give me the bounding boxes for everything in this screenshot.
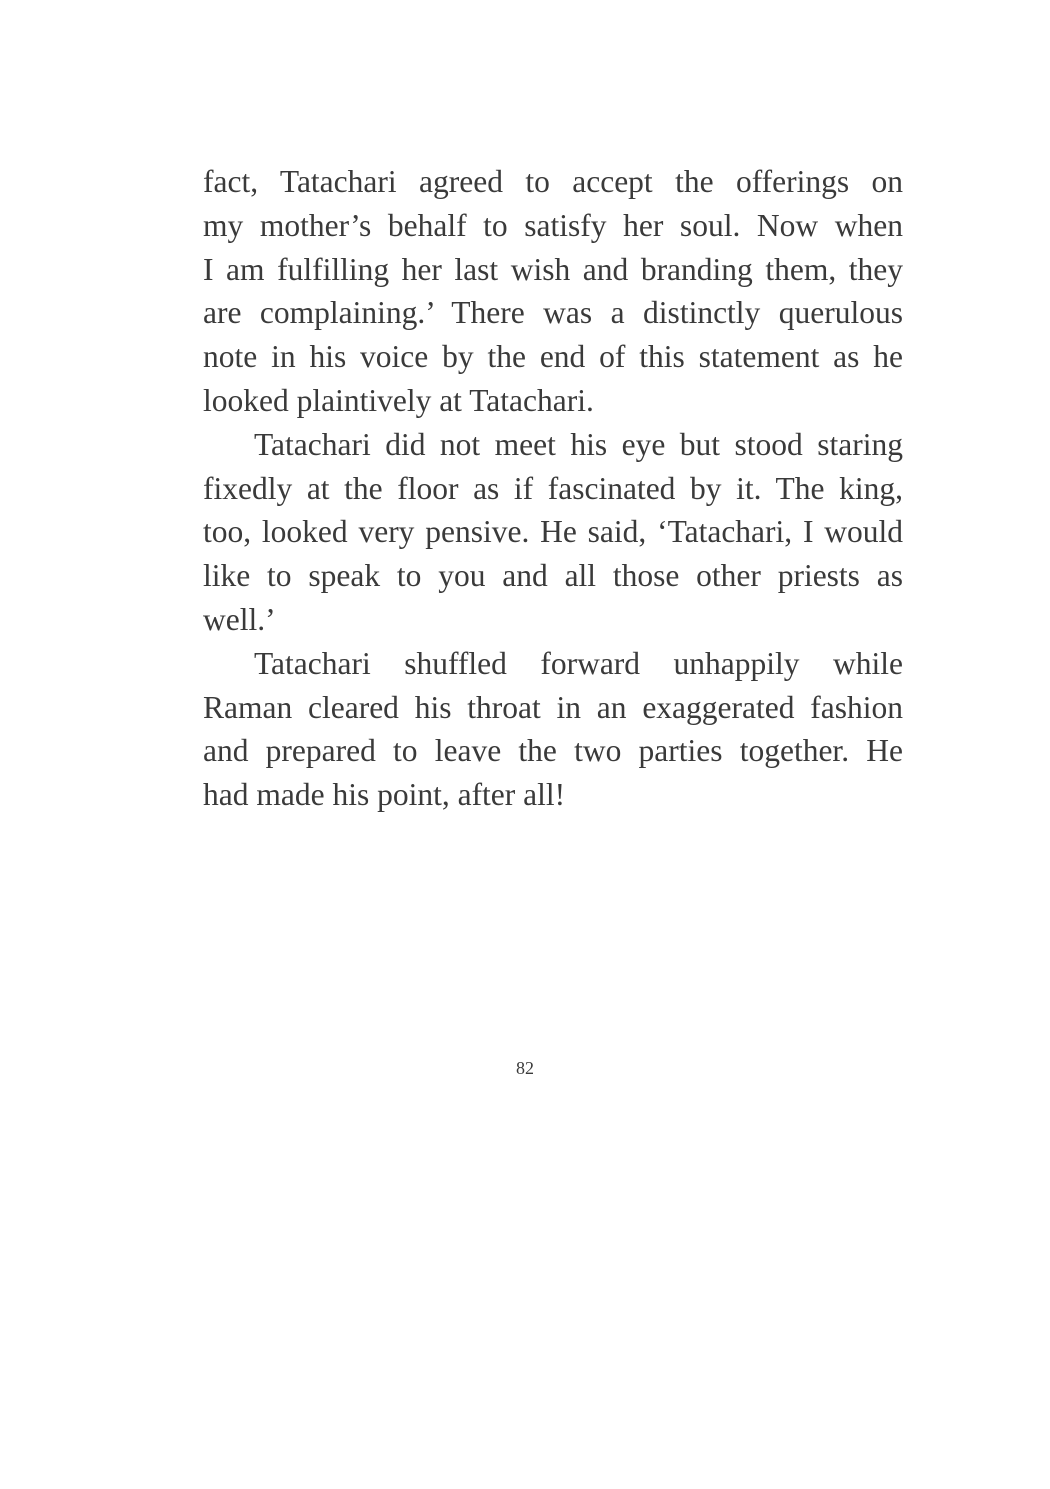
text-line: Tatachari did not meet his eye but stood staring [254,426,903,462]
text-line: Raman cleared his throat in an exaggerated fashion [203,689,903,725]
text-line: like to speak to you and all those other priests as [203,558,903,594]
text-line: are complaining.’ There was a distinctly querulous [203,295,903,331]
text-line: I am fulfilling her last wish and branding them, they [203,251,903,287]
text-line: looked plaintively at Tatachari. [203,382,594,418]
text-line: my mother’s behalf to satisfy her soul. Now when [203,207,903,243]
text-line: and prepared to leave the two parties together. He [203,733,903,769]
text-line: note in his voice by the end of this statement as he [203,339,903,375]
text-line: Tatachari shuffled forward unhappily while [254,645,903,681]
text-line: too, looked very pensive. He said, ‘Tatachari, I would [203,514,903,550]
body-text [203,160,903,817]
page-number: 82 [516,1058,534,1078]
text-line: had made his point, after all! [203,777,566,813]
text-line: fixedly at the floor as if fascinated by it. The king, [203,470,903,506]
text-line: fact, Tatachari agreed to accept the offerings on [203,164,903,199]
text-line: well.’ [203,601,276,637]
